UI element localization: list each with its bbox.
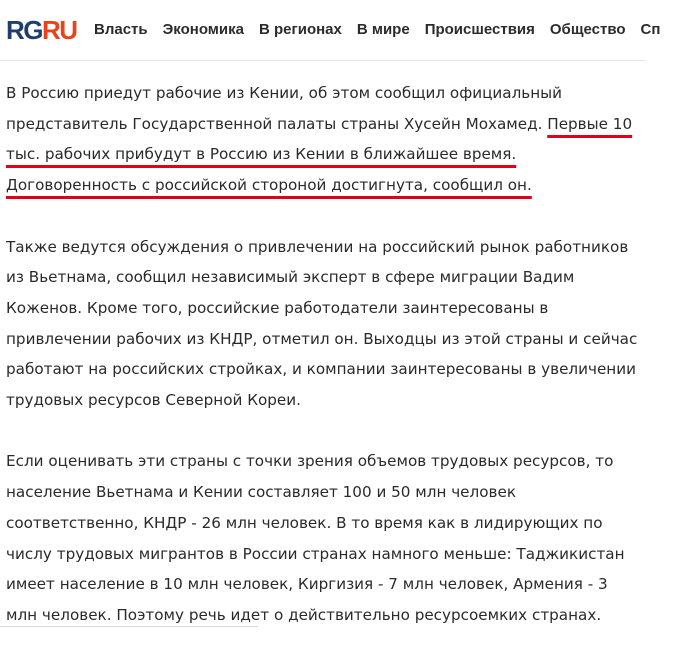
nav-item-sport-truncated[interactable]: Сп (640, 21, 661, 38)
nav-item-vlast[interactable]: Власть (94, 21, 148, 38)
nav-item-proisshestviya[interactable]: Происшествия (424, 21, 535, 38)
nav-item-v-regionah[interactable]: В регионах (258, 21, 342, 38)
divider (0, 626, 258, 627)
main-nav (94, 18, 675, 42)
article-body (6, 78, 638, 661)
paragraph-1-text: В Россию приедут рабочие из Кении, об этом сообщил официальный представитель Государственной палаты страны Хусейн Мохамед. (6, 84, 563, 133)
nav-item-obshchestvo[interactable]: Общество (549, 21, 626, 38)
article-paragraph-2: Также ведутся обсуждения о привлечении на российский рынок работников из Вьетнама, сообщил независимый эксперт в сфере миграции Вадим Коженов. Кроме того, российские работодатели заинтересованы в привлечении рабочих из КНДР, отметил он. Выходцы из этой страны и сейчас работают на российских стройках, и компании заинтересованы в увеличении трудовых ресурсов Северной Кореи. (6, 237, 638, 410)
nav-item-v-mire[interactable]: В мире (356, 21, 410, 38)
site-header (0, 0, 661, 61)
nav-item-ekonomika[interactable]: Экономика (162, 21, 244, 38)
logo-rg-text: RG (6, 15, 42, 45)
rgru-logo[interactable] (6, 15, 77, 45)
article-paragraph-1 (6, 78, 638, 201)
highlighted-quote: Первые 10 тыс. рабочих прибудут в Россию из Кении в ближайшее время. Договоренность с российской стороной достигнута, сообщил он. (6, 114, 633, 195)
logo-ru-text: RU (42, 15, 77, 45)
article-paragraph-3: Если оценивать эти страны с точки зрения объемов трудовых ресурсов, то население Вьетнама и Кении составляет 100 и 50 млн человек соответственно, КНДР - 26 млн человек. В то время как в лидирующих по числу трудовых мигрантов в России странах намного меньше: Таджикистан имеет население в 10 млн человек, Киргизия - 7 млн человек, Армения - 3 млн человек. Поэтому речь идет о действительно ресурсоемких странах. (6, 452, 625, 624)
